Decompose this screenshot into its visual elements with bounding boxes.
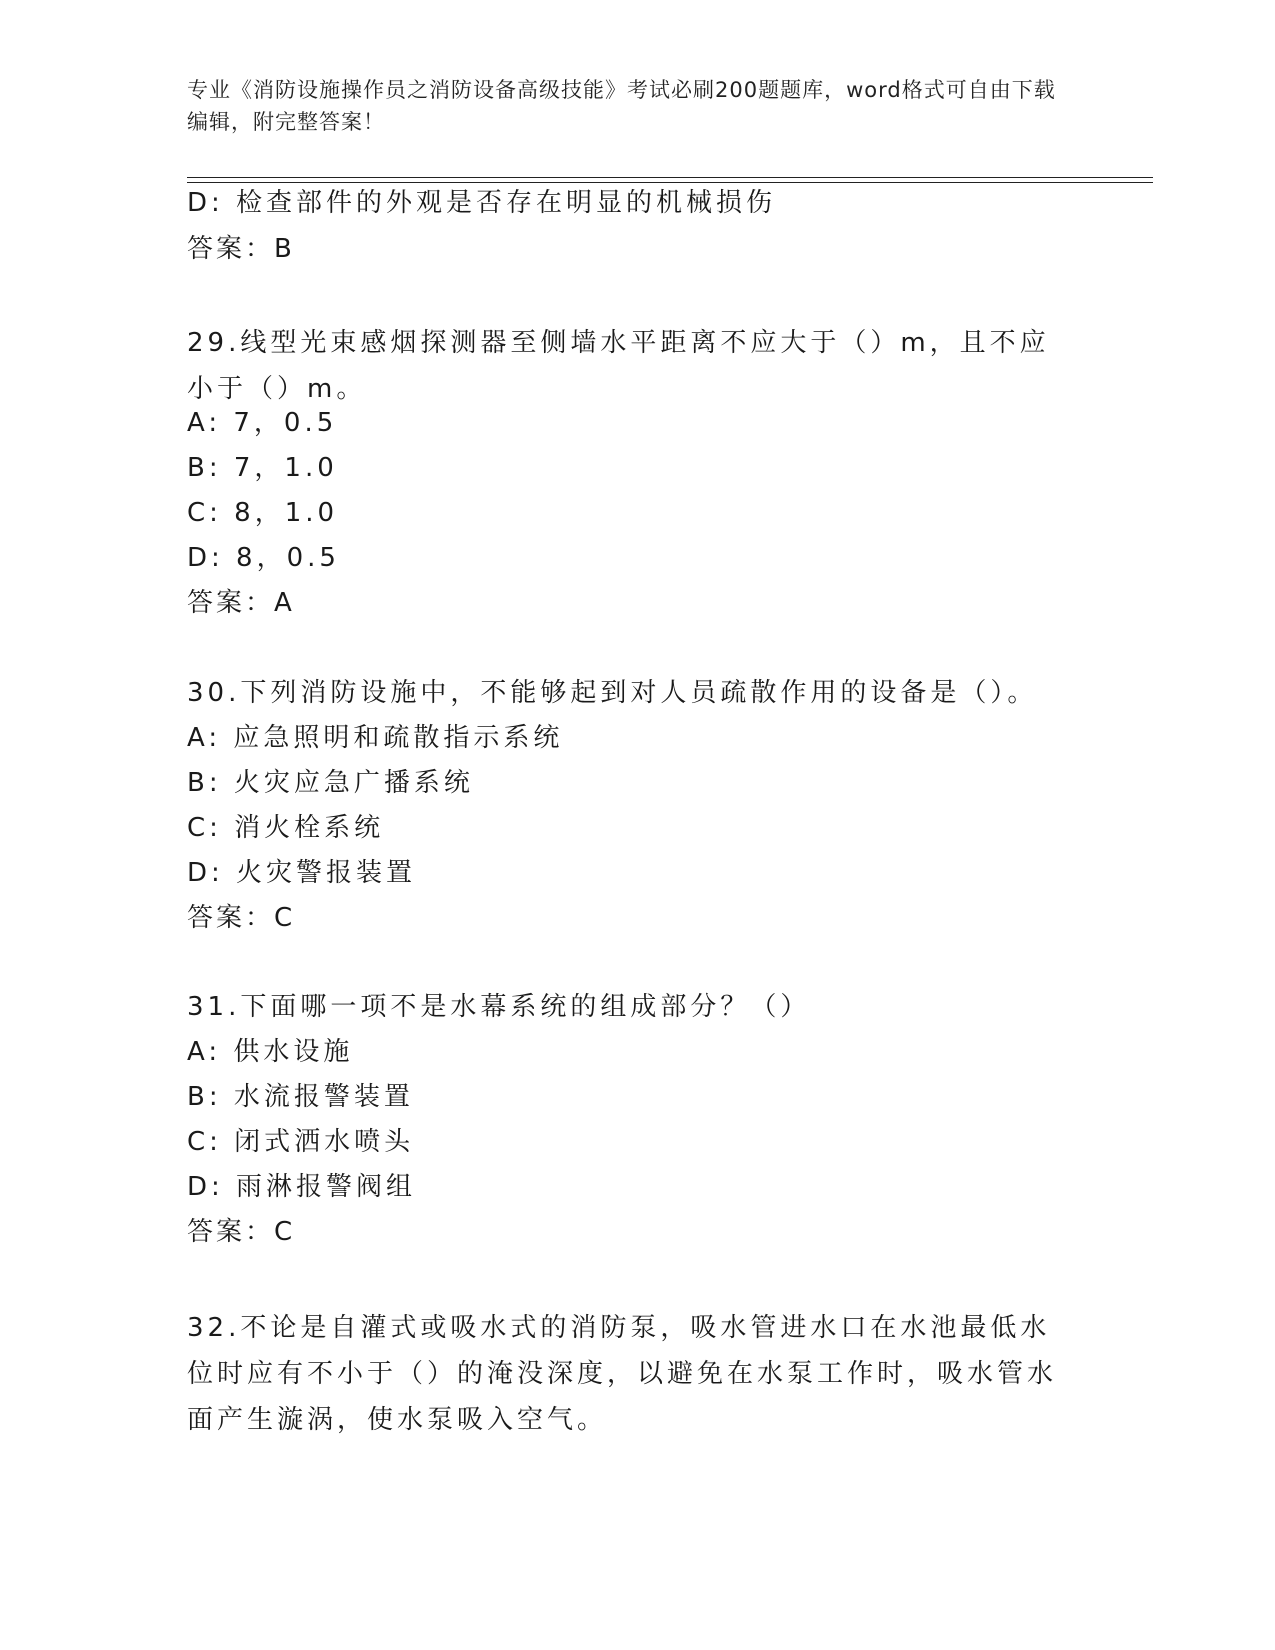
q28-answer: 答案：B	[187, 234, 295, 264]
q30-answer: 答案：C	[187, 903, 296, 933]
q30-option-c: C: 消火栓系统	[187, 813, 385, 843]
q31-option-b: B: 水流报警装置	[187, 1082, 414, 1112]
q31-answer: 答案：C	[187, 1217, 296, 1247]
q29-stem: 29.线型光束感烟探测器至侧墙水平距离不应大于（）m，且不应小于（）m。	[187, 328, 1050, 404]
q29-option-a: A: 7，0.5	[187, 408, 338, 438]
q32-stem: 32.不论是自灌式或吸水式的消防泵，吸水管进水口在水池最低水位时应有不小于（）的淹没深度，以避免在水泵工作时，吸水管水面产生漩涡，使水泵吸入空气。	[187, 1313, 1058, 1435]
q31-option-c: C: 闭式洒水喷头	[187, 1127, 415, 1157]
q30-option-a: A: 应急照明和疏散指示系统	[187, 723, 564, 753]
q29-option-d: D: 8，0.5	[187, 543, 340, 573]
q31-option-d: D: 雨淋报警阀组	[187, 1172, 417, 1202]
q30-stem: 30.下列消防设施中，不能够起到对人员疏散作用的设备是（）。	[187, 678, 1038, 708]
q30-option-b: B: 火灾应急广播系统	[187, 768, 474, 798]
header-divider-top	[187, 177, 1153, 178]
q31-stem: 31.下面哪一项不是水幕系统的组成部分？（）	[187, 992, 811, 1022]
q29-option-b: B: 7，1.0	[187, 453, 338, 483]
q29-option-c: C: 8，1.0	[187, 498, 339, 528]
header-divider-bottom	[187, 182, 1153, 183]
document-header: 专业《消防设施操作员之消防设备高级技能》考试必刷200题题库，word格式可自由下载编辑，附完整答案！	[187, 78, 1056, 134]
q28-option-d: D: 检查部件的外观是否存在明显的机械损伤	[187, 188, 777, 218]
q30-option-d: D: 火灾警报装置	[187, 858, 417, 888]
q31-option-a: A: 供水设施	[187, 1037, 354, 1067]
q29-answer: 答案：A	[187, 588, 295, 618]
